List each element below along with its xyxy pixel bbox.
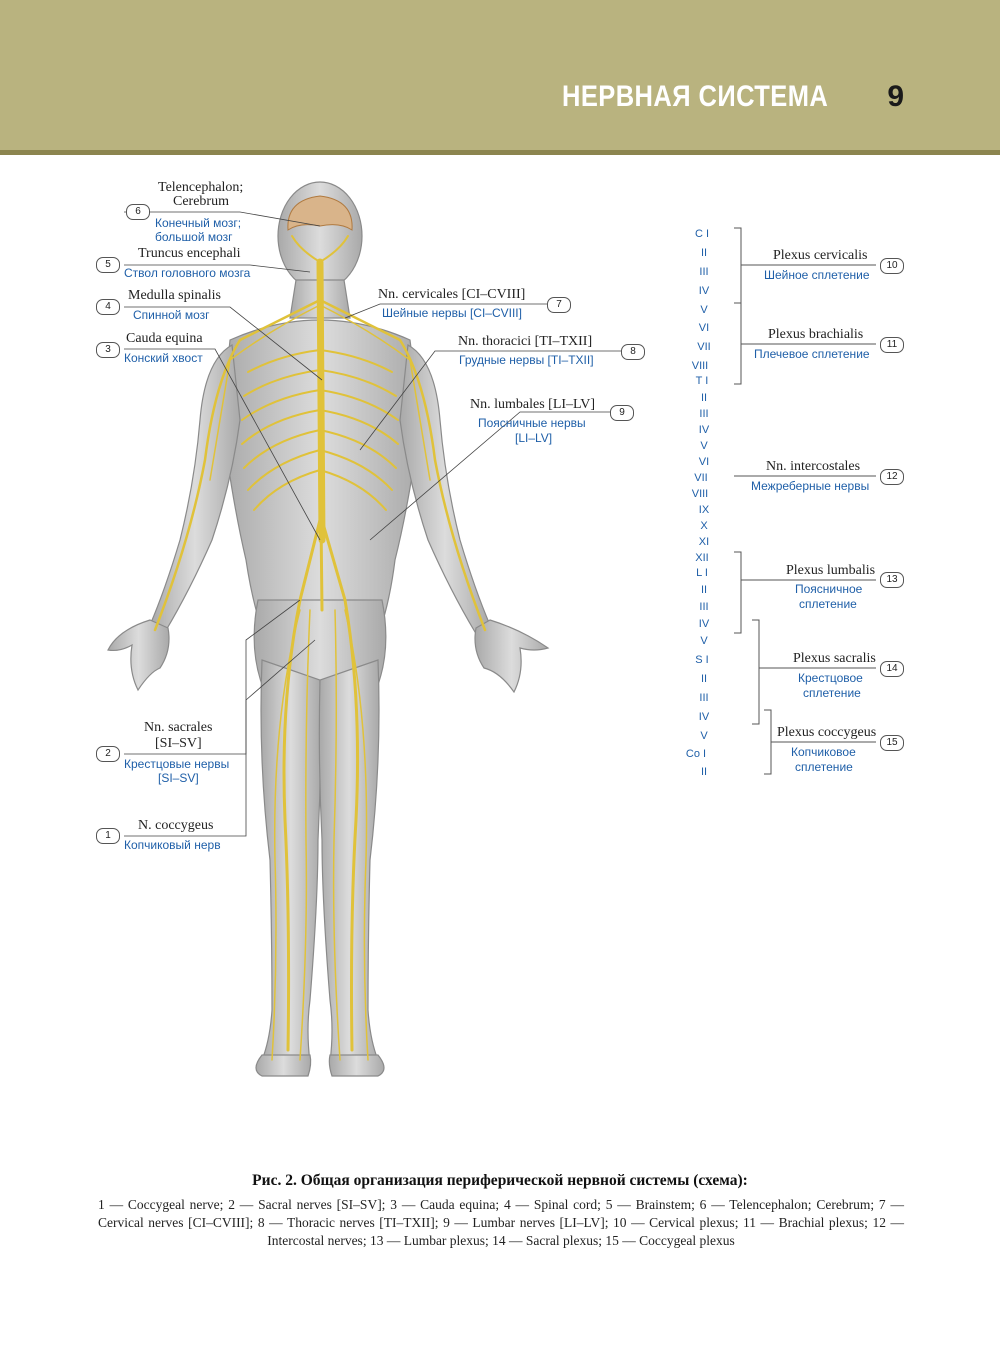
segment-label: V xyxy=(700,635,708,647)
label-brainstem-latin: Truncus encephali xyxy=(138,246,241,261)
label-cervical-plexus-russian: Шейное сплетение xyxy=(764,268,870,282)
label-coccygeal-plexus-latin: Plexus coccygeus xyxy=(777,725,877,740)
segment-label: IV xyxy=(698,711,710,723)
label-coccygeal-plexus-russian-2: сплетение xyxy=(795,760,853,774)
page-number: 9 xyxy=(887,80,904,113)
label-sacral-nerves-latin-1: Nn. sacrales xyxy=(144,720,213,735)
label-telencephalon-latin-1: Telencephalon; xyxy=(158,180,244,195)
label-spinal-cord-latin: Medulla spinalis xyxy=(128,288,221,303)
label-cauda-equina-latin: Cauda equina xyxy=(126,331,203,346)
label-cervical-nerves-russian: Шейные нервы [CI–CVIII] xyxy=(382,306,522,320)
figure-caption-title: Рис. 2. Общая организация периферической нервной системы (схема): xyxy=(252,1172,748,1189)
label-spinal-cord-russian: Спинной мозг xyxy=(133,308,210,322)
callout-number-7: 7 xyxy=(547,297,571,313)
label-telencephalon-latin-2: Cerebrum xyxy=(173,194,229,209)
label-sacral-plexus-russian-1: Крестцовое xyxy=(798,671,863,685)
callout-number-9: 9 xyxy=(610,405,634,421)
label-sacral-plexus-latin: Plexus sacralis xyxy=(793,651,876,666)
callout-number-11: 11 xyxy=(880,337,904,353)
callout-number-10: 10 xyxy=(880,258,904,274)
label-intercostal-nerves-russian: Межреберные нервы xyxy=(751,479,870,493)
segment-label: VII xyxy=(694,472,708,484)
label-telencephalon-russian-2: большой мозг xyxy=(155,230,233,244)
segment-label: III xyxy=(699,601,709,613)
label-lumbar-plexus-russian-2: сплетение xyxy=(799,597,857,611)
callout-number-6: 6 xyxy=(126,204,150,220)
figure-caption-body: 1 — Coccygeal nerve; 2 — Sacral nerves [SI–SV]; 3 — Cauda equina; 4 — Spinal cord; 5 — Brainstem; 6 — Telencephalon; Cerebrum; 7 — Cervical nerves [CI–CVIII]; 8 — Thoracic nerves [TI–TXII]; 9 — Lumbar nerves [LI–LV]; 10 — Cervical plexus; 11 — Brachial plexus; 12 — Intercostal nerves; 13 — Lumbar plexus; 14 — Sacral plexus; 15 — Coccygeal plexus xyxy=(98,1197,904,1248)
label-lumbar-plexus-russian-1: Поясничное xyxy=(795,582,863,596)
segment-label: IV xyxy=(698,285,710,297)
segment-label: III xyxy=(699,408,709,420)
segment-label: VII xyxy=(697,341,711,353)
segment-label: V xyxy=(700,304,708,316)
label-brachial-plexus-latin: Plexus brachialis xyxy=(768,327,864,342)
label-sacral-nerves-russian-2: [SI–SV] xyxy=(158,771,199,785)
segment-label: IV xyxy=(698,618,710,630)
callout-number-12: 12 xyxy=(880,469,904,485)
label-coccygeal-nerve-latin: N. coccygeus xyxy=(138,818,214,833)
callout-number-5: 5 xyxy=(96,257,120,273)
segment-label: T I xyxy=(695,375,709,387)
label-sacral-plexus-russian-2: сплетение xyxy=(803,686,861,700)
label-lumbar-nerves-russian-1: Поясничные нервы xyxy=(478,416,586,430)
segment-label: III xyxy=(699,266,709,278)
segment-label: II xyxy=(700,584,708,596)
chapter-title: НЕРВНАЯ СИСТЕМА xyxy=(561,80,828,113)
label-lumbar-plexus-latin: Plexus lumbalis xyxy=(786,563,876,578)
segment-label: Co I xyxy=(685,748,707,760)
segment-label: IX xyxy=(698,504,710,516)
segment-label: II xyxy=(700,673,708,685)
callout-number-14: 14 xyxy=(880,661,904,677)
segment-label: S I xyxy=(695,654,709,666)
segment-label: XI xyxy=(698,536,710,548)
label-lumbar-nerves-latin: Nn. lumbales [LI–LV] xyxy=(470,397,596,412)
callout-number-4: 4 xyxy=(96,299,120,315)
callout-number-1: 1 xyxy=(96,828,120,844)
segment-label: V xyxy=(700,440,708,452)
segment-label: X xyxy=(700,520,708,532)
callout-number-2: 2 xyxy=(96,746,120,762)
segment-label: IV xyxy=(698,424,710,436)
segment-label: C I xyxy=(694,228,710,240)
label-lumbar-nerves-russian-2: [LI–LV] xyxy=(515,431,553,445)
segment-label: II xyxy=(700,392,708,404)
label-cauda-equina-russian: Конский хвост xyxy=(124,351,203,365)
label-thoracic-nerves-latin: Nn. thoracici [TI–TXII] xyxy=(458,334,593,349)
segment-label: V xyxy=(700,730,708,742)
segment-label: II xyxy=(700,766,708,778)
callout-number-8: 8 xyxy=(621,344,645,360)
callout-number-13: 13 xyxy=(880,572,904,588)
callout-number-15: 15 xyxy=(880,735,904,751)
label-telencephalon-russian-1: Конечный мозг; xyxy=(155,216,242,230)
segment-label: II xyxy=(700,247,708,259)
label-sacral-nerves-russian-1: Крестцовые нервы xyxy=(124,757,230,771)
segment-label: VI xyxy=(698,322,710,334)
label-brainstem-russian: Ствол головного мозга xyxy=(124,266,251,280)
label-sacral-nerves-latin-2: [SI–SV] xyxy=(155,736,202,751)
callout-number-3: 3 xyxy=(96,342,120,358)
segment-label: VIII xyxy=(691,488,709,500)
label-intercostal-nerves-latin: Nn. intercostales xyxy=(766,459,861,474)
segment-label: VIII xyxy=(691,360,709,372)
label-thoracic-nerves-russian: Грудные нервы [TI–TXII] xyxy=(459,353,594,367)
segment-label: XII xyxy=(695,552,709,564)
segment-label: VI xyxy=(698,456,710,468)
segment-label: L I xyxy=(696,567,708,579)
label-coccygeal-nerve-russian: Копчиковый нерв xyxy=(124,838,221,852)
label-cervical-plexus-latin: Plexus cervicalis xyxy=(773,248,868,263)
label-brachial-plexus-russian: Плечевое сплетение xyxy=(754,347,870,361)
label-coccygeal-plexus-russian-1: Копчиковое xyxy=(791,745,856,759)
segment-label: III xyxy=(699,692,709,704)
label-cervical-nerves-latin: Nn. cervicales [CI–CVIII] xyxy=(378,287,526,302)
